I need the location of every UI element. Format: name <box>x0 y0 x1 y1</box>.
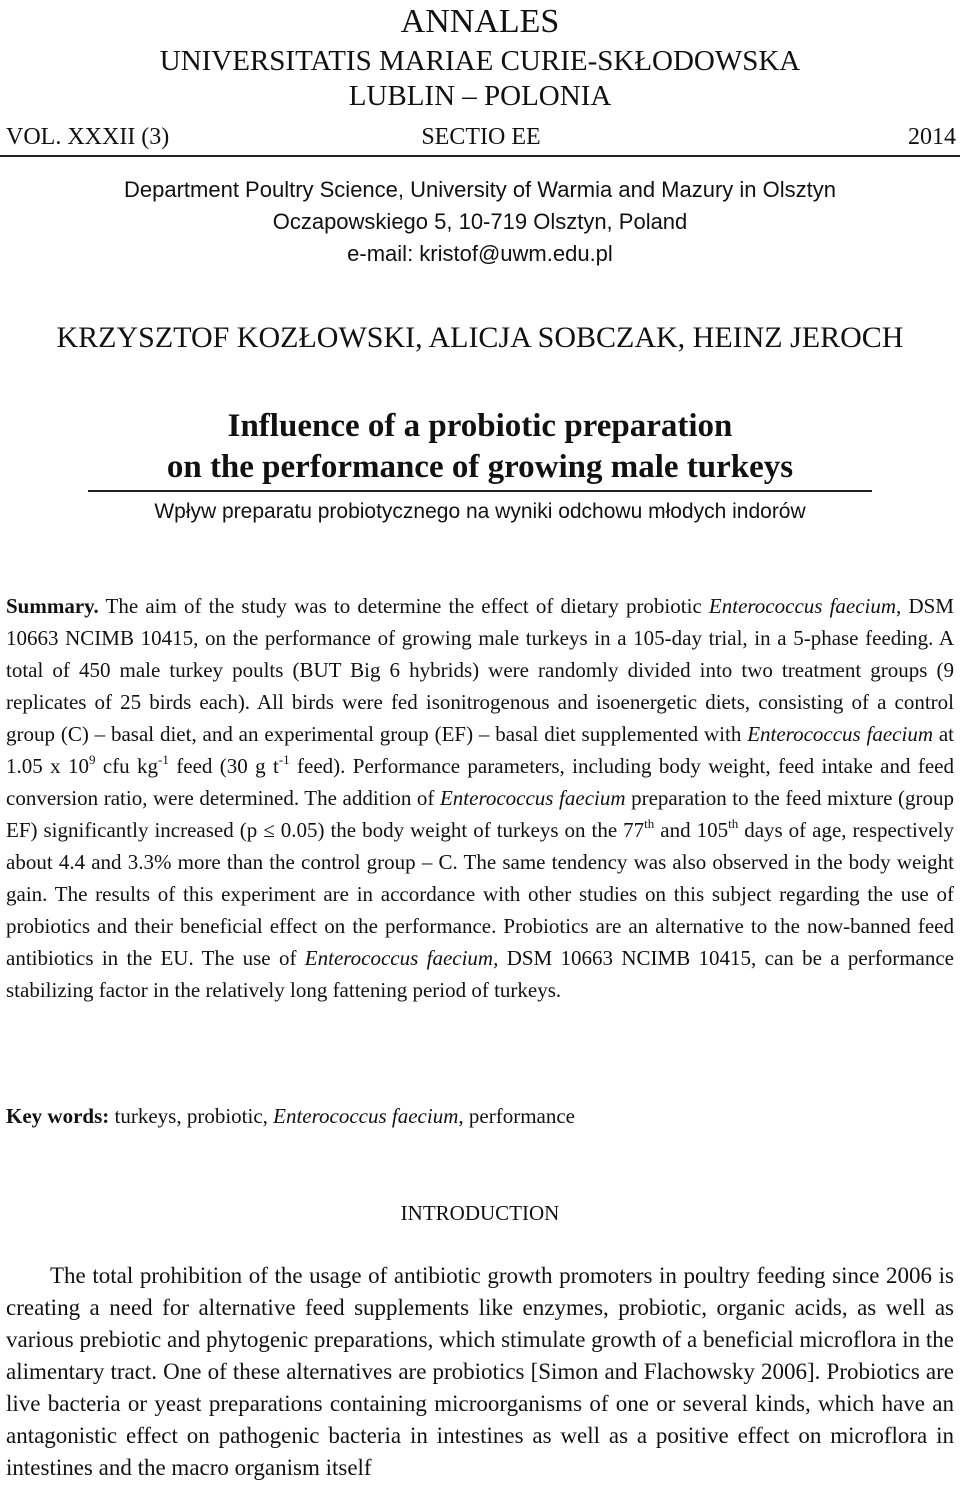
summary-label: Summary. <box>6 594 99 618</box>
summary-paragraph: Summary. The aim of the study was to determine the effect of dietary probiotic Enterococcus faecium, DSM 10663 NCIMB 10415, on the performance of growing male turkeys in a 105-day trial, in a 5-phase feeding. A total of 450 male turkey poults (BUT Big 6 hybrids) were randomly divided into two treatment groups (9 replicates of 25 birds each). All birds were fed isonitrogenous and isoenergetic diets, consisting of a control group (C) – basal diet, and an experimental group (EF) – basal diet supplemented with Enterococcus faecium at 1.05 x $10^9$ cfu $kg^{-1}$ feed (30 g $t^{-1}$ feed). Performance parameters, including body weight, feed intake and feed conversion ratio, were determined. The addition of Enterococcus faecium preparation to the feed mixture (group EF) significantly increased (p ≤ 0.05) the body weight of turkeys on the 77th and 105th days of age, respectively about 4.4 and 3.3% more than the control group – C. The same tendency was also observed in the body weight gain. The results of this experiment are in accordance with other studies on this subject regarding the use of probiotics and their beneficial effect on the performance. Probiotics are an alternative to the now-banned feed antibiotics in the EU. The use of Enterococcus faecium, DSM 10663 NCIMB 10415, can be a performance stabilizing factor in the relatively long fattening period of turkeys. <box>6 594 955 1002</box>
affiliation-line-2: Oczapowskiego 5, 10-719 Olsztyn, Poland <box>272 209 688 234</box>
authors: KRZYSZTOF KOZŁOWSKI, ALICJA SOBCZAK, HEINZ JEROCH <box>56 321 904 354</box>
affiliation-line-1: Department Poultry Science, University of Warmia and Mazury in Olsztyn <box>124 177 836 202</box>
volume-label: VOL. XXXII (3) <box>6 124 170 150</box>
journal-location: LUBLIN – POLONIA <box>348 80 612 112</box>
polish-title: Wpływ preparatu probiotycznego na wyniki odchowu młodych indorów <box>154 500 806 523</box>
introduction-paragraph: The total prohibition of the usage of antibiotic growth promoters in poultry feeding since 2006 is creating a need for alternative feed supplements like enzymes, probiotic, organic acids, as well as various prebiotic and phytogenic preparations, which stimulate growth of a beneficial microflora in the alimentary tract. One of these alternatives are probiotics [Simon and Flachowsky 2006]. Probiotics are live bacteria or yeast preparations containing microorganisms of one or several kinds, which have an antagonistic effect on pathogenic bacteria in intestines as well as a positive effect on microflora in intestines and the macro organism itself <box>6 1263 954 1480</box>
title-line-1: Influence of a probiotic preparation <box>227 408 733 444</box>
header-divider <box>0 155 960 157</box>
introduction-heading: INTRODUCTION <box>400 1201 560 1225</box>
journal-name: ANNALES <box>400 3 560 40</box>
affiliation-email: e-mail: kristof@uwm.edu.pl <box>347 241 613 266</box>
title-divider <box>88 490 872 492</box>
section-label: SECTIO EE <box>421 124 541 150</box>
title-line-2: on the performance of growing male turkeys <box>166 449 794 485</box>
year-label: 2014 <box>908 124 956 150</box>
keywords: Key words: turkeys, probiotic, Enterococcus faecium, performance <box>6 1104 575 1128</box>
keywords-label: Key words: <box>6 1104 110 1128</box>
journal-university: UNIVERSITATIS MARIAE CURIE-SKŁODOWSKA <box>159 45 801 77</box>
